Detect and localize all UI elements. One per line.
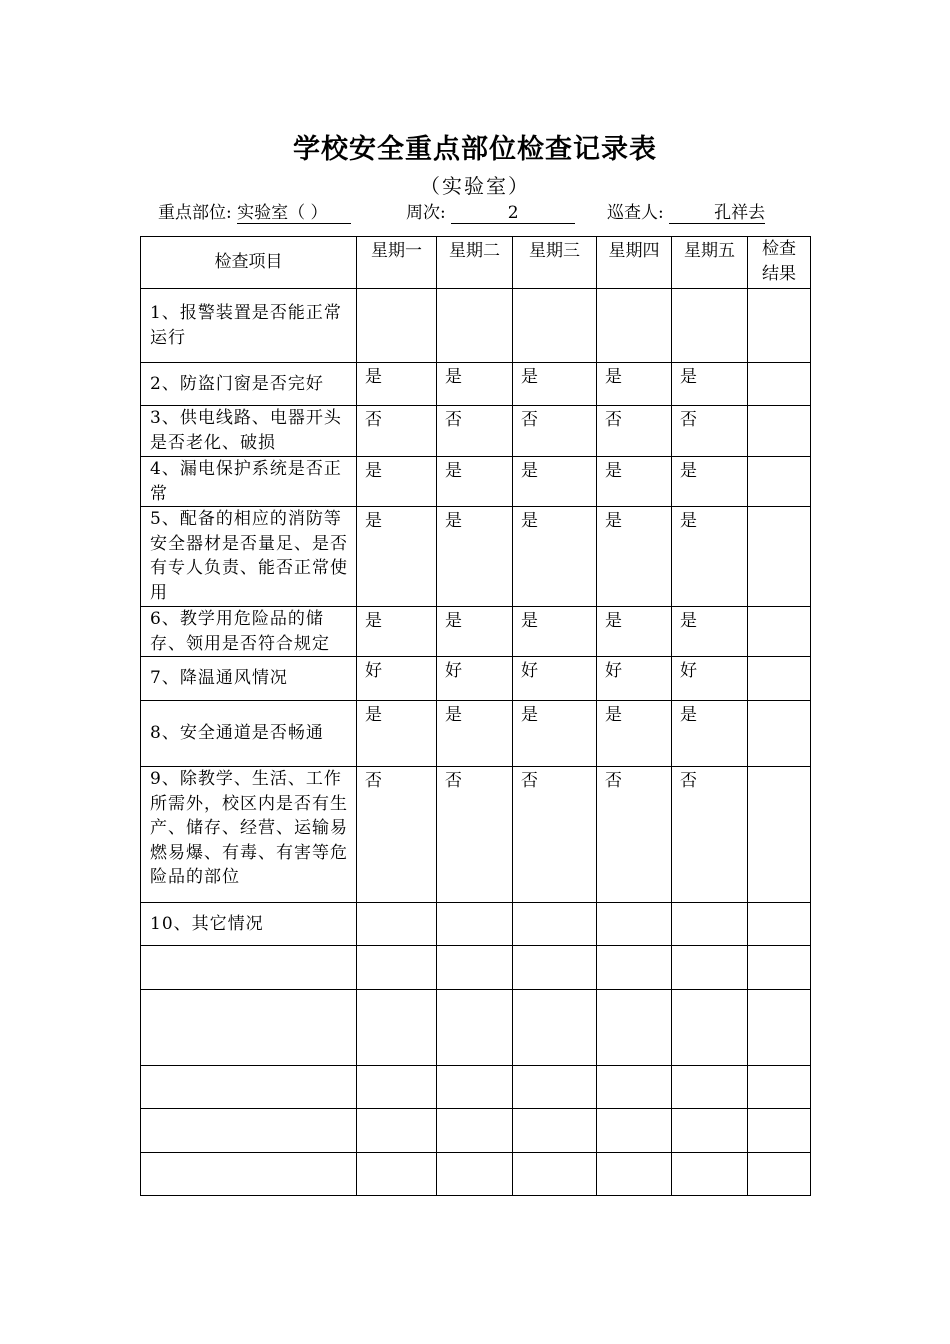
check-item: 1、报警装置是否能正常运行: [141, 289, 357, 363]
thursday-cell: 好: [597, 657, 672, 701]
result-cell: [748, 657, 811, 701]
wednesday-cell: [513, 946, 597, 990]
check-item: 6、教学用危险品的储存、领用是否符合规定: [141, 607, 357, 657]
wednesday-cell: [513, 1153, 597, 1196]
tuesday-cell: 是: [437, 457, 513, 507]
header-row: [141, 237, 811, 289]
result-cell: [748, 457, 811, 507]
tuesday-cell: [437, 1109, 513, 1153]
friday-cell: 是: [672, 607, 748, 657]
table-row: [141, 1153, 811, 1196]
result-cell: [748, 289, 811, 363]
result-cell: [748, 946, 811, 990]
check-item: [141, 1109, 357, 1153]
thursday-cell: 是: [597, 607, 672, 657]
wednesday-cell: 是: [513, 701, 597, 767]
table-row: [141, 657, 811, 701]
wednesday-cell: 是: [513, 507, 597, 607]
table-row: [141, 363, 811, 406]
inspection-table: [140, 236, 811, 1196]
header-wednesday: 星期三: [513, 237, 597, 289]
thursday-cell: 是: [597, 507, 672, 607]
monday-cell: [357, 289, 437, 363]
location-field: [158, 200, 351, 226]
wednesday-cell: [513, 990, 597, 1066]
monday-cell: [357, 1066, 437, 1109]
table-row: [141, 903, 811, 946]
friday-cell: [672, 990, 748, 1066]
table-row: [141, 1109, 811, 1153]
wednesday-cell: 是: [513, 607, 597, 657]
thursday-cell: [597, 289, 672, 363]
thursday-cell: [597, 990, 672, 1066]
result-cell: [748, 1153, 811, 1196]
wednesday-cell: [513, 289, 597, 363]
table-row: [141, 767, 811, 903]
wednesday-cell: 是: [513, 457, 597, 507]
page-title: 学校安全重点部位检查记录表: [293, 134, 657, 165]
check-item: 7、降温通风情况: [141, 657, 357, 701]
header-monday: 星期一: [357, 237, 437, 289]
check-item: 10、其它情况: [141, 903, 357, 946]
check-item: 8、安全通道是否畅通: [141, 701, 357, 767]
friday-cell: [672, 946, 748, 990]
check-item: 5、配备的相应的消防等安全器材是否量足、是否有专人负责、能否正常使用: [141, 507, 357, 607]
tuesday-cell: [437, 1153, 513, 1196]
wednesday-cell: 是: [513, 363, 597, 406]
tuesday-cell: 是: [437, 507, 513, 607]
monday-cell: 是: [357, 363, 437, 406]
inspector-label: 巡查人:: [607, 203, 664, 223]
header-result: 检查结果: [748, 237, 811, 289]
week-field: [406, 200, 575, 226]
table-row: [141, 990, 811, 1066]
thursday-cell: [597, 1109, 672, 1153]
check-item: [141, 1066, 357, 1109]
page-subtitle: （实验室）: [420, 174, 530, 198]
result-cell: [748, 701, 811, 767]
location-label: 重点部位:: [158, 203, 232, 223]
monday-cell: [357, 903, 437, 946]
friday-cell: 是: [672, 363, 748, 406]
thursday-cell: [597, 1153, 672, 1196]
week-value: 2: [451, 203, 575, 224]
monday-cell: 是: [357, 507, 437, 607]
thursday-cell: 是: [597, 363, 672, 406]
header-tuesday: 星期二: [437, 237, 513, 289]
wednesday-cell: 好: [513, 657, 597, 701]
wednesday-cell: 否: [513, 767, 597, 903]
monday-cell: 否: [357, 406, 437, 457]
check-item: 9、除教学、生活、工作所需外，校区内是否有生产、储存、经营、运输易燃易爆、有毒、有害等危险品的部位: [141, 767, 357, 903]
tuesday-cell: 是: [437, 701, 513, 767]
monday-cell: 是: [357, 457, 437, 507]
header-friday: 星期五: [672, 237, 748, 289]
tuesday-cell: 是: [437, 607, 513, 657]
check-item: 4、漏电保护系统是否正常: [141, 457, 357, 507]
result-cell: [748, 1109, 811, 1153]
monday-cell: [357, 1153, 437, 1196]
thursday-cell: [597, 1066, 672, 1109]
monday-cell: [357, 1109, 437, 1153]
meta-line: [158, 200, 818, 226]
monday-cell: [357, 990, 437, 1066]
tuesday-cell: [437, 289, 513, 363]
week-label: 周次:: [406, 203, 446, 223]
monday-cell: [357, 946, 437, 990]
thursday-cell: 是: [597, 701, 672, 767]
thursday-cell: 否: [597, 406, 672, 457]
check-item: 3、供电线路、电器开头是否老化、破损: [141, 406, 357, 457]
thursday-cell: [597, 903, 672, 946]
thursday-cell: [597, 946, 672, 990]
monday-cell: 是: [357, 701, 437, 767]
friday-cell: [672, 289, 748, 363]
tuesday-cell: [437, 946, 513, 990]
friday-cell: 是: [672, 701, 748, 767]
check-item: [141, 990, 357, 1066]
table-row: [141, 289, 811, 363]
check-item: [141, 1153, 357, 1196]
friday-cell: [672, 1153, 748, 1196]
wednesday-cell: [513, 903, 597, 946]
table-row: [141, 1066, 811, 1109]
friday-cell: 否: [672, 767, 748, 903]
result-cell: [748, 507, 811, 607]
tuesday-cell: [437, 1066, 513, 1109]
table-row: [141, 507, 811, 607]
result-cell: [748, 1066, 811, 1109]
monday-cell: 否: [357, 767, 437, 903]
friday-cell: [672, 1066, 748, 1109]
result-cell: [748, 903, 811, 946]
check-item: [141, 946, 357, 990]
location-value: 实验室（ ）: [237, 203, 351, 224]
tuesday-cell: 否: [437, 406, 513, 457]
header-item: 检查项目: [141, 237, 357, 289]
result-cell: [748, 406, 811, 457]
friday-cell: 好: [672, 657, 748, 701]
result-cell: [748, 767, 811, 903]
friday-cell: [672, 1109, 748, 1153]
tuesday-cell: [437, 990, 513, 1066]
friday-cell: 是: [672, 457, 748, 507]
table-row: [141, 946, 811, 990]
friday-cell: 是: [672, 507, 748, 607]
table-row: [141, 457, 811, 507]
tuesday-cell: 是: [437, 363, 513, 406]
wednesday-cell: [513, 1109, 597, 1153]
monday-cell: 是: [357, 607, 437, 657]
friday-cell: [672, 903, 748, 946]
thursday-cell: 否: [597, 767, 672, 903]
wednesday-cell: 否: [513, 406, 597, 457]
result-cell: [748, 607, 811, 657]
monday-cell: 好: [357, 657, 437, 701]
header-thursday: 星期四: [597, 237, 672, 289]
table-row: [141, 701, 811, 767]
tuesday-cell: [437, 903, 513, 946]
tuesday-cell: 好: [437, 657, 513, 701]
result-cell: [748, 363, 811, 406]
table-row: [141, 406, 811, 457]
inspector-field: [607, 200, 765, 226]
thursday-cell: 是: [597, 457, 672, 507]
tuesday-cell: 否: [437, 767, 513, 903]
friday-cell: 否: [672, 406, 748, 457]
inspector-value: 孔祥去: [669, 203, 765, 224]
result-cell: [748, 990, 811, 1066]
wednesday-cell: [513, 1066, 597, 1109]
check-item: 2、防盗门窗是否完好: [141, 363, 357, 406]
table-row: [141, 607, 811, 657]
